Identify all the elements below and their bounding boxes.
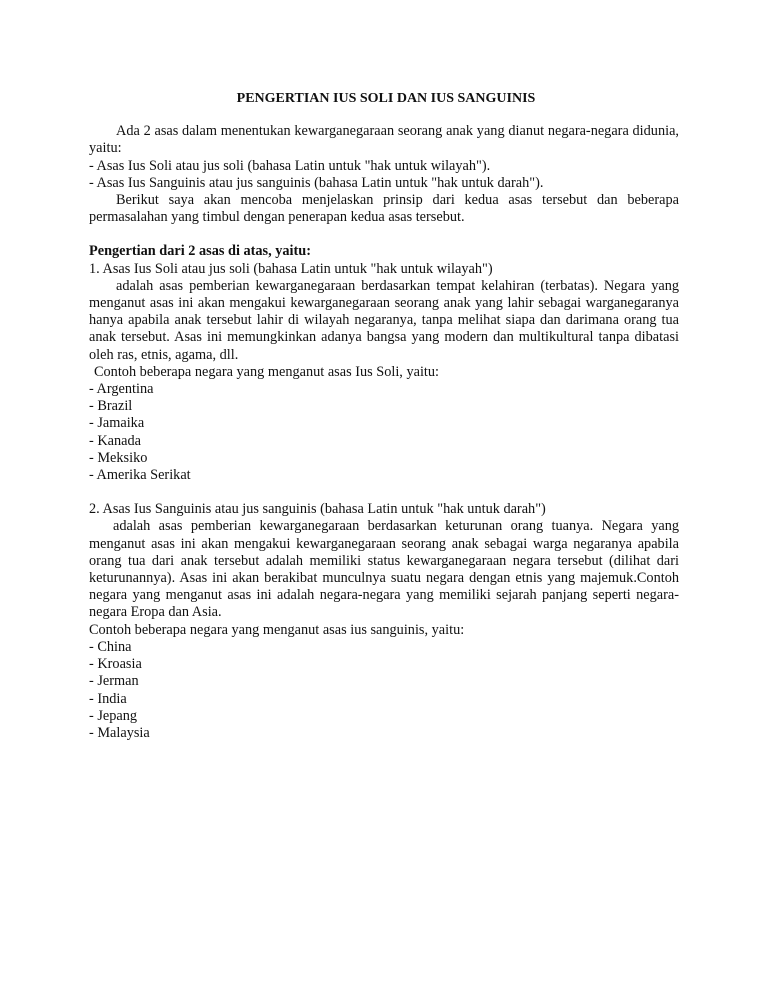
list-item: - Jerman — [89, 673, 139, 690]
intro-paragraph: Ada 2 asas dalam menentukan kewarganegaraan seorang anak yang dianut negara-negara didunia, yaitu: — [89, 123, 679, 157]
intro-list-item: - Asas Ius Sanguinis atau jus sanguinis (bahasa Latin untuk "hak untuk darah"). — [89, 174, 544, 191]
soli-examples-intro: Contoh beberapa negara yang menganut asas Ius Soli, yaitu: — [94, 363, 440, 380]
list-item: - Meksiko — [89, 449, 148, 466]
intro-closing-paragraph: Berikut saya akan mencoba menjelaskan prinsip dari kedua asas tersebut dan beberapa permasalahan yang timbul dengan penerapan kedua asas tersebut. — [89, 192, 679, 226]
soli-heading: 1. Asas Ius Soli atau jus soli (bahasa Latin untuk "hak untuk wilayah") — [89, 260, 493, 277]
soli-body: adalah asas pemberian kewarganegaraan berdasarkan tempat kelahiran (terbatas). Negara yang menganut asas ini akan mengakui kewarganegaraan seorang anak yang lahir sebagai warganegaranya hanya apabila anak tersebut lahir di wilayah negaranya, tanpa melihat siapa dan darimana orang tua anak tersebut. Asas ini memungkinkan adanya bangsa yang modern dan multikultural tanpa dibatasi oleh ras, etnis, agama, dll. — [89, 277, 679, 363]
list-item: - Jepang — [89, 707, 138, 724]
soli-country-list — [89, 381, 679, 484]
sanguinis-examples-intro: Contoh beberapa negara yang menganut asas ius sanguinis, yaitu: — [89, 621, 465, 638]
list-item: - Malaysia — [89, 724, 150, 741]
list-item: - India — [89, 690, 127, 707]
sanguinis-body: adalah asas pemberian kewarganegaraan berdasarkan keturunan orang tuanya. Negara yang menganut asas ini akan mengakui kewarganegaraan seorang anak sebagai warga negaranya apabila orang tua dari anak tersebut adalah memiliki status kewarganegaraan negara tersebut (dilihat dari keturunannya). Asas ini akan berakibat munculnya suatu negara dengan etnis yang majemuk.Contoh negara yang menganut asas ini adalah negara-negara yang memiliki sejarah panjang seperti negara-negara Eropa dan Asia. — [89, 518, 679, 621]
section-heading: Pengertian dari 2 asas di atas, yaitu: — [89, 243, 311, 260]
document-page — [89, 90, 679, 742]
document-title: PENGERTIAN IUS SOLI DAN IUS SANGUINIS — [236, 91, 536, 106]
list-item: - Amerika Serikat — [89, 467, 191, 484]
sanguinis-heading: 2. Asas Ius Sanguinis atau jus sanguinis (bahasa Latin untuk "hak untuk darah") — [89, 501, 546, 518]
paragraph-spacer — [89, 484, 679, 501]
list-item: - Argentina — [89, 381, 154, 398]
intro-list-item: - Asas Ius Soli atau jus soli (bahasa Latin untuk "hak untuk wilayah"). — [89, 157, 491, 174]
list-item: - Kroasia — [89, 656, 142, 673]
list-item: - Kanada — [89, 432, 141, 449]
sanguinis-country-list — [89, 639, 679, 742]
list-item: - China — [89, 638, 132, 655]
list-item: - Brazil — [89, 398, 133, 415]
list-item: - Jamaika — [89, 415, 145, 432]
